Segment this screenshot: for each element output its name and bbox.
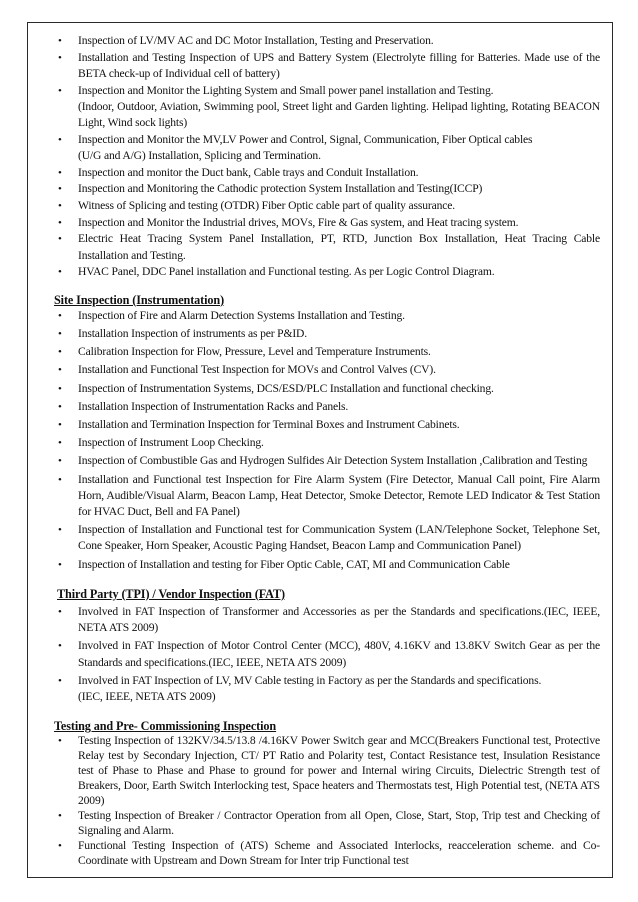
list-item [54,839,600,869]
bullet-icon: • [58,640,62,653]
bullet-icon: • [58,364,62,377]
list-item-text: (Indoor, Outdoor, Aviation, Swimming pool, Street light and Garden lighting. Helipad lighting, Rotating BEACON Light, Wind sock lights) [78,99,600,130]
list-item-text: Inspection and Monitor the MV,LV Power and Control, Signal, Communication, Fiber Optical cables [78,132,533,146]
intro-bullet-list [54,33,600,281]
list-item-text: Testing Inspection of 132KV/34.5/13.8 /4.16KV Power Switch gear and MCC(Breakers Functional test, Protective Relay test by Secondary Injection, CT/ PT Ratio and Polarity test, Contact Resistance test, Insulation Resistance test of Phase to Phase and Phase to ground for power and Internal wiring Circuits, Dielectric Strength test of Breakers, Door, Earth Switch Interlocking test, Space heaters and Thermostats test, High Potential test, (NETA ATS 2009) [78,734,600,807]
list-item-text: Installation Inspection of Instrumentation Racks and Panels. [78,399,349,413]
bullet-icon: • [58,51,62,64]
bullet-icon: • [58,309,62,322]
list-item-text: Inspection and Monitor the Industrial drives, MOVs, Fire & Gas system, and Heat tracing system. [78,215,519,229]
testing-heading: Testing and Pre- Commissioning Inspection [54,719,277,734]
list-item-text: Involved in FAT Inspection of LV, MV Cable testing in Factory as per the Standards and specifications. [78,673,542,687]
list-item-text: Inspection of Installation and Functional test for Communication System (LAN/Telephone Socket, Telephone Set, Cone Speaker, Horn Speaker, Acoustic Paging Handset, Beacon Lamp and Communication Panel) [78,523,600,553]
list-item [54,453,600,469]
list-item-text: Installation and Testing Inspection of UPS and Battery System (Electrolyte filling for Batteries. Made use of the BETA check-up of Individual cell of battery) [78,50,600,80]
list-item-text: Installation and Functional Test Inspection for MOVs and Control Valves (CV). [78,363,436,377]
document-body [54,33,600,869]
bullet-icon: • [58,418,62,431]
list-item [54,308,600,324]
list-item [54,557,600,573]
tpi-heading: Third Party (TPI) / Vendor Inspection (FAT) [57,586,285,601]
testing-list [54,734,600,868]
list-item [54,673,600,705]
bullet-icon: • [58,216,62,229]
list-item [54,399,600,415]
list-item-text: Witness of Splicing and testing (OTDR) Fiber Optic cable part of quality assurance. [78,199,455,213]
bullet-icon: • [58,346,62,359]
list-item-text: Inspection of Fire and Alarm Detection Systems Installation and Testing. [78,308,405,322]
list-item-text: Electric Heat Tracing System Panel Installation, PT, RTD, Junction Box Installation, Heat Tracing Cable Installation and Testing. [78,232,600,262]
list-item [54,344,600,360]
list-item-text: Inspection of Installation and testing for Fiber Optic Cable, CAT, MI and Communication Cable [78,557,510,571]
site-inspection-heading: Site Inspection (Instrumentation) [54,292,225,307]
list-item [54,181,600,197]
bullet-icon: • [58,200,62,213]
bullet-icon: • [58,266,62,279]
bullet-icon: • [58,809,62,822]
list-item [54,381,600,397]
bullet-icon: • [58,84,62,97]
list-item-text: (IEC, IEEE, NETA ATS 2009) [78,690,216,704]
list-item-text: Inspection and Monitor the Lighting System and Small power panel installation and Testing. [78,83,494,97]
list-item [54,638,600,670]
list-item [54,50,600,82]
list-item-text: Installation Inspection of instruments as per P&ID. [78,326,308,340]
list-item-text: Inspection and Monitoring the Cathodic protection System Installation and Testing(ICCP) [78,182,483,196]
site-inspection-list [54,308,600,573]
list-item [54,231,600,263]
bullet-icon: • [58,524,62,537]
list-item-text: Inspection of Instrumentation Systems, DCS/ESD/PLC Installation and functional checking. [78,381,494,395]
list-item-text: Installation and Functional test Inspection for Fire Alarm System (Fire Detector, Manual Call point, Fire Alarm Horn, Audible/Visual Alarm, Beacon Lamp, Heat Detector, Smoke Detector, Remote LED Indicator & Test Station for HVAC Duct, Bell and FA Panel) [78,472,600,518]
tpi-list [54,604,600,705]
bullet-icon: • [58,400,62,413]
list-item-text: (U/G and A/G) Installation, Splicing and Termination. [78,148,321,162]
list-item-text: Inspection of Combustible Gas and Hydrogen Sulfides Air Detection System Installation ,Calibration and Testing [78,454,588,468]
list-item [54,33,600,49]
bullet-icon: • [58,327,62,340]
bullet-icon: • [58,233,62,246]
list-item-text: Inspection of LV/MV AC and DC Motor Installation, Testing and Preservation. [78,34,434,47]
list-item-text: Calibration Inspection for Flow, Pressure, Level and Temperature Instruments. [78,345,431,359]
bullet-icon: • [58,558,62,571]
list-item [54,435,600,451]
bullet-icon: • [58,606,62,618]
list-item [54,417,600,433]
list-item [54,83,600,132]
list-item-text: Involved in FAT Inspection of Transformer and Accessories as per the Standards and specifications.(IEC, IEEE, NETA ATS 2009) [78,605,600,635]
bullet-icon: • [58,183,62,196]
list-item [54,326,600,342]
page-border [27,22,613,878]
bullet-icon: • [58,455,62,468]
bullet-icon: • [58,674,62,687]
list-item [54,362,600,378]
list-item-text: Testing Inspection of Breaker / Contractor Operation from all Open, Close, Start, Stop, Trip test and Checking of Signaling and Alarm. [78,808,600,837]
bullet-icon: • [58,840,62,852]
list-item [54,734,600,808]
list-item [54,215,600,231]
list-item-text: Installation and Termination Inspection for Terminal Boxes and Instrument Cabinets. [78,417,460,431]
list-item [54,472,600,521]
list-item [54,165,600,181]
bullet-icon: • [58,437,62,450]
list-item-text: Inspection of Instrument Loop Checking. [78,436,264,450]
list-item [54,809,600,839]
bullet-icon: • [58,473,62,486]
list-item [54,522,600,554]
bullet-icon: • [58,166,62,179]
list-item-text: Functional Testing Inspection of (ATS) Scheme and Associated Interlocks, reacceleration scheme. and Co-Coordinate with Upstream and Down Stream for Inter trip Functional test [78,839,600,867]
list-item [54,198,600,214]
list-item [54,264,600,280]
bullet-icon: • [58,735,62,748]
bullet-icon: • [58,133,62,146]
list-item [54,604,600,636]
list-item-text: Inspection and monitor the Duct bank, Cable trays and Conduit Installation. [78,165,419,179]
list-item-text: Involved in FAT Inspection of Motor Control Center (MCC), 480V, 4.16KV and 13.8KV Switch Gear as per the Standards and specifications.(IEC, IEEE, NETA ATS 2009) [78,639,600,669]
bullet-icon: • [58,35,62,47]
list-item-text: HVAC Panel, DDC Panel installation and Functional testing. As per Logic Control Diagram. [78,265,495,279]
list-item [54,132,600,164]
bullet-icon: • [58,382,62,395]
